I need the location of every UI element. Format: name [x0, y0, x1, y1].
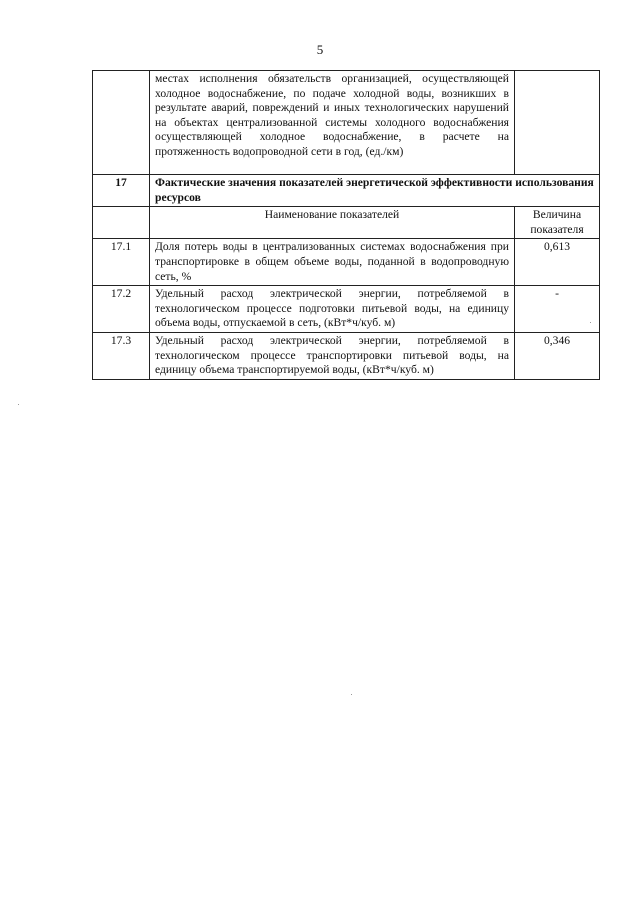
page-number: 5 [316, 42, 324, 57]
scan-speck [351, 694, 352, 695]
table-row [93, 286, 600, 333]
section-header-row [93, 175, 600, 207]
scan-speck [590, 322, 591, 323]
table-row [93, 71, 600, 175]
row-number: 17.2 [93, 286, 150, 333]
row-number-cell [93, 71, 150, 175]
table-row [93, 332, 600, 379]
value-cell [515, 71, 600, 175]
row-number: 17.3 [93, 332, 150, 379]
header-name: Наименование показателей [150, 207, 515, 239]
indicator-value: 0,346 [515, 332, 600, 379]
indicator-name: Доля потерь воды в централизованных системах водоснабжения при транспортировке в общем объеме воды, поданной в водопроводную сеть, % [150, 239, 515, 286]
indicator-value: 0,613 [515, 239, 600, 286]
continuation-text: местах исполнения обязательств организацией, осуществляющей холодное водоснабжение, по подаче холодной воды, возникших в результате аварий, повреждений и иных технологических нарушений на объектах централизованной системы холодного водоснабжения осуществляющей холодное водоснабжение, в расчете на протяженность водопроводной сети в год, (ед./км) [150, 71, 515, 175]
section-title: Фактические значения показателей энергетической эффективности использования ресурсов [150, 175, 600, 207]
scan-speck [18, 404, 19, 405]
column-header-row [93, 207, 600, 239]
indicator-name: Удельный расход электрической энергии, потребляемой в технологическом процессе транспортировки питьевой воды, на единицу объема транспортируемой воды, (кВт*ч/куб. м) [150, 332, 515, 379]
indicators-table [92, 70, 600, 380]
indicator-name: Удельный расход электрической энергии, потребляемой в технологическом процессе подготовки питьевой воды, на единицу объема воды, отпускаемой в сеть, (кВт*ч/куб. м) [150, 286, 515, 333]
table-row [93, 239, 600, 286]
header-number-cell [93, 207, 150, 239]
row-number: 17.1 [93, 239, 150, 286]
section-number: 17 [93, 175, 150, 207]
indicator-value: - [515, 286, 600, 333]
header-value: Величина показателя [515, 207, 600, 239]
